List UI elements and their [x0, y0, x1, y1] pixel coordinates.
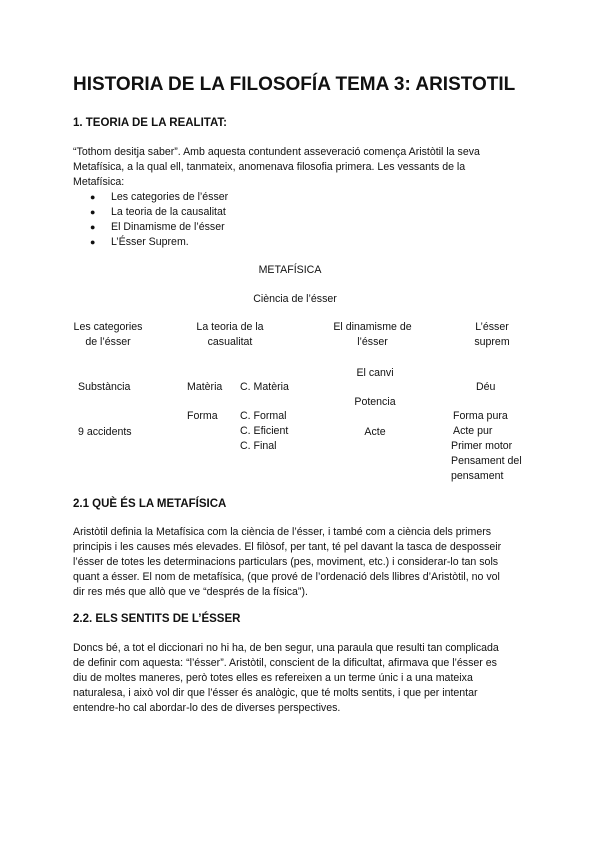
diagram-item-potencia: Potencia — [354, 396, 396, 408]
paragraph-line: principis i les causes més elevades. El filòsof, per tant, té pel davant la tasca de desposseir — [73, 541, 502, 553]
diagram-item-acte: Acte — [364, 426, 386, 438]
diagram-col-categories-header — [58, 320, 158, 350]
diagram-header-line: l’ésser — [357, 336, 388, 348]
diagram-col-causalitat-header — [175, 320, 285, 350]
diagram-header-line: casualitat — [207, 336, 253, 348]
diagram-col-dinamisme-header — [315, 320, 430, 350]
paragraph-line: Aristòtil definia la Metafísica com la ciència de l’ésser, i també com a ciència dels primers — [73, 526, 492, 538]
list-item-label: Les categories de l’ésser — [111, 191, 229, 203]
diagram-item-pensament: pensament — [451, 470, 504, 482]
list-item-label: L’Ésser Suprem. — [111, 236, 189, 248]
diagram-item-primer-motor: Primer motor — [451, 440, 513, 452]
diagram-item-substancia: Substància — [78, 381, 131, 393]
diagram-col-esser-suprem-header — [452, 320, 532, 350]
diagram-item-canvi: El canvi — [356, 367, 394, 379]
diagram-item-c-formal: C. Formal — [240, 410, 287, 422]
page-title: HISTORIA DE LA FILOSOFÍA TEMA 3: ARISTOTIL — [73, 74, 516, 95]
section-heading-teoria-realitat: 1. TEORIA DE LA REALITAT: — [73, 117, 227, 129]
diagram-item-c-materia: C. Matèria — [240, 381, 289, 393]
paragraph-line: Metafísica, a la qual ell, tanmateix, anomenava filosofia primera. Les vessants de la — [73, 161, 466, 173]
metafisica-paragraph — [73, 525, 533, 600]
list-item — [73, 205, 228, 220]
paragraph-line: Metafísica: — [73, 176, 125, 188]
diagram-header-line: L’ésser — [475, 321, 509, 333]
diagram-item-forma-pura: Forma pura — [453, 410, 508, 422]
diagram-item-materia: Matèria — [187, 381, 223, 393]
section-heading-sentits-esser: 2.2. ELS SENTITS DE L’ÉSSER — [73, 613, 241, 625]
list-item — [73, 190, 228, 205]
diagram-item-accidents: 9 accidents — [78, 426, 132, 438]
diagram-header-line: El dinamisme de — [333, 321, 412, 333]
sentits-paragraph — [73, 641, 533, 716]
list-item-label: El Dinamisme de l’ésser — [111, 221, 225, 233]
paragraph-line: entendre-ho cal abordar-lo des de diverses perspectives. — [73, 702, 341, 714]
diagram-item-forma: Forma — [187, 410, 218, 422]
diagram-header-line: Les categories — [73, 321, 143, 333]
paragraph-line: naturalesa, i això vol dir que l’ésser és analògic, que té molts sentits, i que per intentar — [73, 687, 478, 699]
section-heading-que-es-metafisica: 2.1 QUÈ ÉS LA METAFÍSICA — [73, 498, 227, 510]
paragraph-line: l’ésser de totes les determinacions particulars (pes, moviment, etc.) i considerar-lo tan sols — [73, 556, 499, 568]
list-item — [73, 235, 228, 250]
metafisica-vessants-list — [73, 190, 228, 250]
paragraph-line: dir res més que allò que ve “després de la física”). — [73, 586, 308, 598]
diagram-header-line: de l’ésser — [85, 336, 131, 348]
bullet-icon: ● — [90, 192, 96, 202]
diagram-item-pensament-del: Pensament del — [451, 455, 522, 467]
paragraph-line: “Tothom desitja saber”. Amb aquesta contundent asseveració comença Aristòtil la seva — [73, 146, 480, 158]
paragraph-line: quant a ésser. El nom de metafísica, (que prové de l’ordenació dels llibres d’Aristòtil, no vol — [73, 571, 500, 583]
list-item — [73, 220, 228, 235]
diagram-item-c-eficient: C. Eficient — [240, 425, 289, 437]
diagram-top-label: METAFÍSICA — [258, 264, 322, 276]
bullet-icon: ● — [90, 237, 96, 247]
paragraph-line: de definir com aquesta: “l’ésser”. Aristòtil, conscient de la dificultat, afirmava que l’ésser es — [73, 657, 497, 669]
paragraph-line: diu de moltes maneres, però totes elles es refereixen a un terme únic i a una mateixa — [73, 672, 473, 684]
diagram-header-line: La teoria de la — [196, 321, 264, 333]
diagram-item-acte-pur: Acte pur — [453, 425, 493, 437]
list-item-label: La teoria de la causalitat — [111, 206, 226, 218]
diagram-item-deu: Déu — [476, 381, 496, 393]
bullet-icon: ● — [90, 222, 96, 232]
intro-paragraph — [73, 145, 533, 190]
bullet-icon: ● — [90, 207, 96, 217]
paragraph-line: Doncs bé, a tot el diccionari no hi ha, de ben segur, una paraula que resulti tan complicada — [73, 642, 499, 654]
diagram-header-line: suprem — [474, 336, 510, 348]
diagram-sub-label: Ciència de l’ésser — [253, 293, 337, 305]
diagram-item-c-final: C. Final — [240, 440, 277, 452]
